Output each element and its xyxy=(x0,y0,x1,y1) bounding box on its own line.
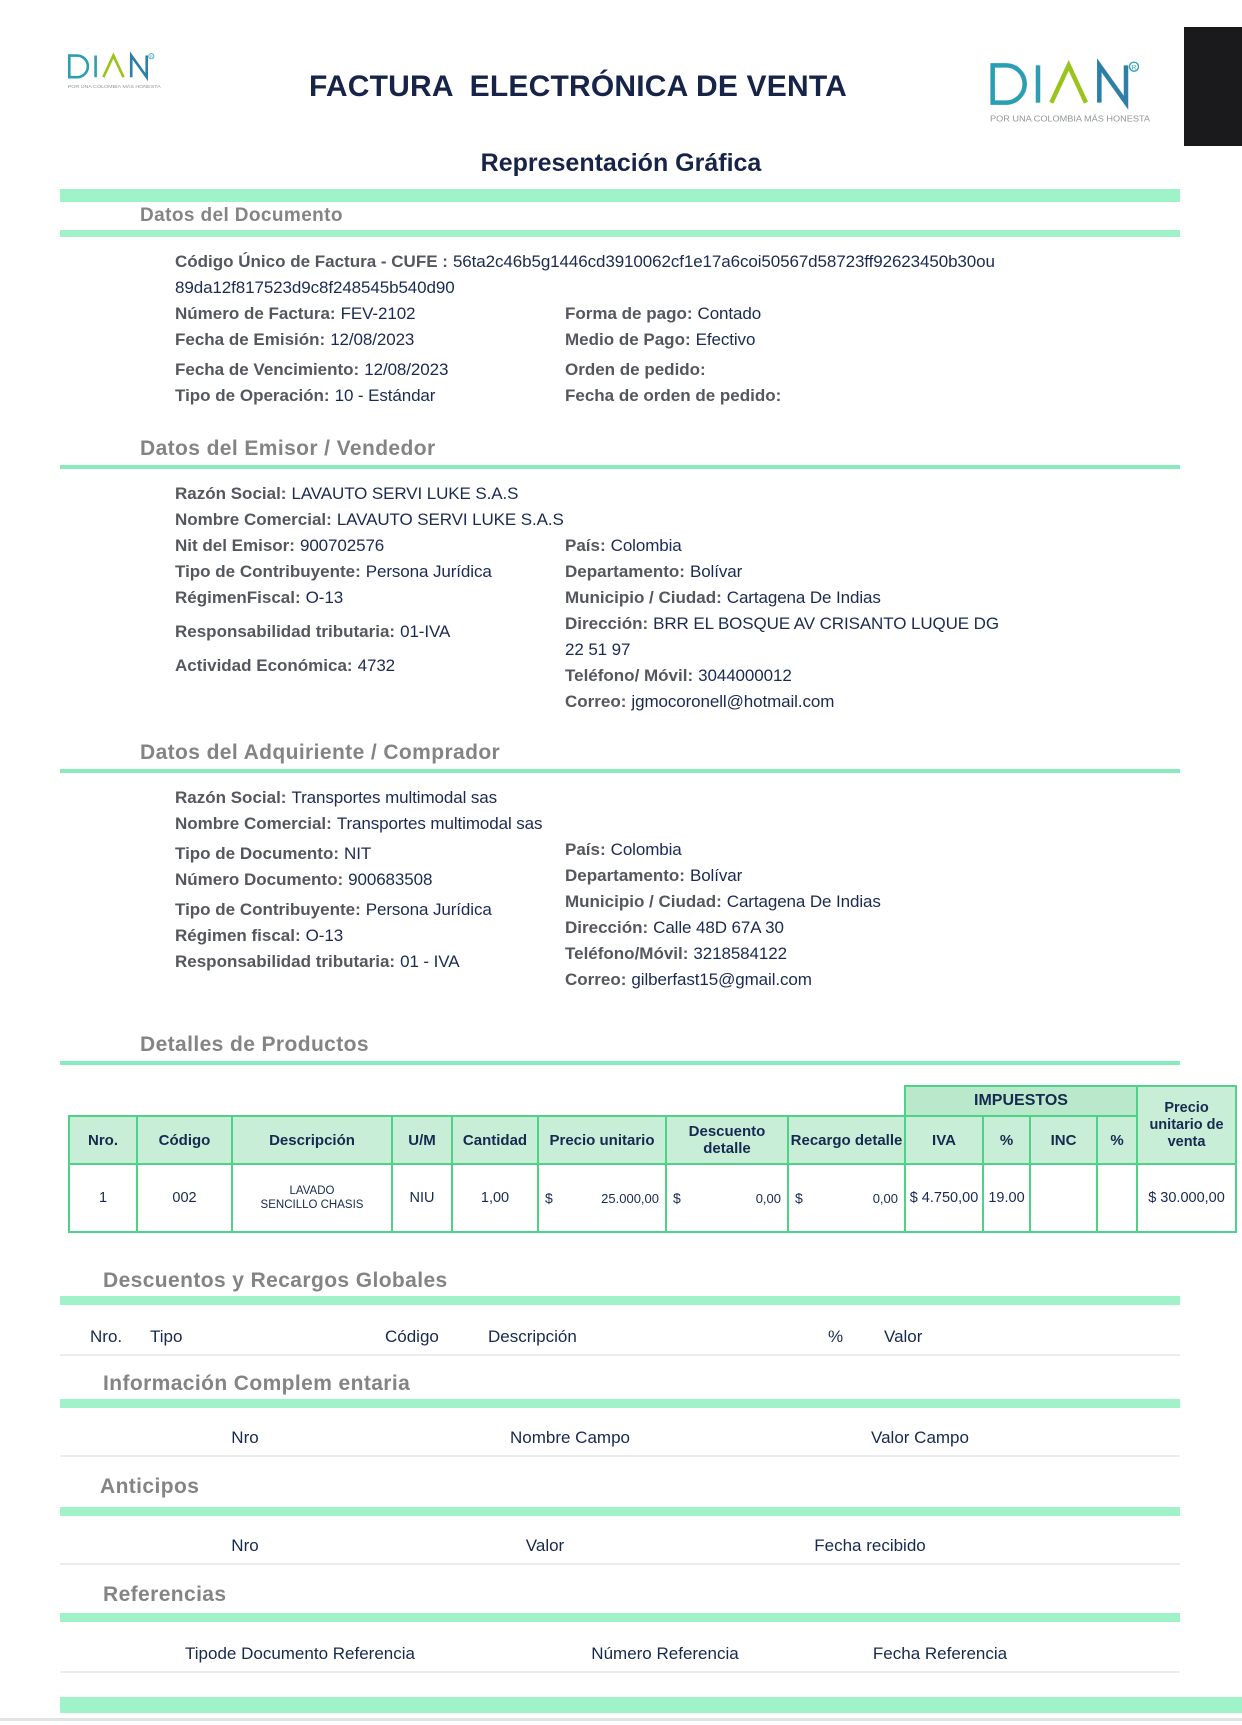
field-fecha-orden-pedido: Fecha de orden de pedido: xyxy=(565,386,782,405)
field-responsabilidad-tributaria: Responsabilidad tributaria: 01 - IVA xyxy=(175,952,460,971)
field-tipo-contribuyente: Tipo de Contribuyente: Persona Jurídica xyxy=(175,562,492,581)
svg-text:R: R xyxy=(149,53,153,59)
field-correo: Correo: gilberfast15@gmail.com xyxy=(565,970,812,989)
page-subtitle: Representación Gráfica xyxy=(480,149,762,177)
section-title-emisor: Datos del Emisor / Vendedor xyxy=(140,437,436,460)
col-header-valor: Valor xyxy=(884,1327,923,1346)
field-nombre-comercial: Nombre Comercial: LAVAUTO SERVI LUKE S.A.S xyxy=(175,510,564,529)
field-municipio: Municipio / Ciudad: Cartagena De Indias xyxy=(565,588,881,607)
informacion-header-row xyxy=(60,1428,1180,1448)
green-bar xyxy=(60,230,1180,237)
col-header-inc-pct: % xyxy=(1097,1116,1137,1164)
dian-logo-icon xyxy=(976,56,1184,128)
field-responsabilidad-tributaria: Responsabilidad tributaria: 01-IVA xyxy=(175,622,451,641)
green-bar xyxy=(60,1399,1180,1408)
divider xyxy=(0,1718,1242,1721)
logo-tagline: POR UNA COLOMBIA MÁS HONESTA xyxy=(67,84,149,90)
field-pais: País: Colombia xyxy=(565,536,682,555)
field-pais: País: Colombia xyxy=(565,840,682,859)
section-title-referencias: Referencias xyxy=(103,1583,227,1606)
logo-tagline: POR UNA COLOMBIA MÁS HONESTA xyxy=(990,114,1151,124)
dian-logo-left xyxy=(60,50,180,97)
cufe-line xyxy=(175,249,1242,275)
page-title: FACTURA ELECTRÓNICA DE VENTA xyxy=(308,70,848,103)
green-bar-footer xyxy=(60,1697,1242,1713)
green-underline xyxy=(60,1061,1180,1065)
table-spacer xyxy=(69,1086,905,1116)
field-actividad-economica: Actividad Económica: 4732 xyxy=(175,656,396,675)
cell-precio-venta: $ 30.000,00 xyxy=(1137,1164,1236,1232)
col-header-descuento: Descuento detalle xyxy=(666,1116,788,1164)
cell-codigo: 002 xyxy=(137,1164,232,1232)
field-regimen-fiscal: Régimen fiscal: O-13 xyxy=(175,926,344,945)
section-title-documento: Datos del Documento xyxy=(140,205,343,226)
emisor-columns xyxy=(175,481,1242,715)
col-header-precio-unitario: Precio unitario xyxy=(538,1116,666,1164)
col-header-codigo: Código xyxy=(385,1327,439,1346)
cell-descripcion: LAVADO SENCILLO CHASIS xyxy=(232,1164,392,1232)
dian-logo-icon xyxy=(60,50,180,92)
col-header-codigo: Código xyxy=(137,1116,232,1164)
field-departamento: Departamento: Bolívar xyxy=(565,866,743,885)
adquiriente-columns xyxy=(175,785,1242,993)
emisor-right xyxy=(565,481,1015,715)
field-tipo-documento: Tipo de Documento: NIT xyxy=(175,844,372,863)
col-header-nombre-campo: Nombre Campo xyxy=(510,1428,630,1447)
divider xyxy=(60,1354,1180,1356)
adquiriente-left xyxy=(175,785,565,993)
field-nombre-comercial: Nombre Comercial: Transportes multimodal sas xyxy=(175,814,543,833)
col-header-pct: % xyxy=(828,1327,844,1346)
cufe-block xyxy=(175,249,1242,301)
col-header-inc: INC xyxy=(1030,1116,1097,1164)
header xyxy=(60,50,1184,133)
field-departamento: Departamento: Bolívar xyxy=(565,562,743,581)
col-header-valor: Valor xyxy=(525,1536,565,1555)
cell-inc xyxy=(1030,1164,1097,1232)
anticipos-header-row xyxy=(60,1536,1180,1556)
field-numero-factura: Número de Factura: FEV-2102 xyxy=(175,304,416,323)
col-header-valor-campo: Valor Campo xyxy=(871,1428,969,1447)
cufe-label: Código Único de Factura - CUFE : xyxy=(175,252,448,271)
cufe-value: 56ta2c46b5g1446cd3910062cf1e17a6coi50567d58723ff92623450b30ou xyxy=(452,252,995,271)
field-telefono: Teléfono/Móvil: 3218584122 xyxy=(565,944,787,963)
col-header-fecha-recibido: Fecha recibido xyxy=(814,1536,926,1555)
field-nit-emisor: Nit del Emisor: 900702576 xyxy=(175,536,385,555)
field-telefono: Teléfono/ Móvil: 3044000012 xyxy=(565,666,792,685)
table-header-row xyxy=(69,1116,1236,1164)
field-forma-pago: Forma de pago: Contado xyxy=(565,304,762,323)
product-table xyxy=(68,1085,1237,1233)
col-header-numero-referencia: Número Referencia xyxy=(591,1644,739,1663)
svg-text:R: R xyxy=(1131,64,1137,72)
field-razon-social: Razón Social: Transportes multimodal sas xyxy=(175,788,498,807)
emisor-left xyxy=(175,481,565,715)
col-header-nro: Nro. xyxy=(90,1327,123,1346)
section-title-descuentos: Descuentos y Recargos Globales xyxy=(103,1269,448,1292)
section-title-productos: Detalles de Productos xyxy=(140,1033,369,1056)
col-header-tipo-doc-referencia: Tipode Documento Referencia xyxy=(185,1644,415,1663)
documento-right xyxy=(565,301,1015,409)
impuestos-header: IMPUESTOS xyxy=(905,1086,1137,1116)
dian-logo-right xyxy=(976,56,1184,133)
cell-iva-pct: 19.00 xyxy=(983,1164,1030,1232)
table-row xyxy=(69,1164,1236,1232)
green-bar xyxy=(60,189,1180,202)
green-bar xyxy=(60,1296,1180,1305)
field-fecha-emision: Fecha de Emisión: 12/08/2023 xyxy=(175,330,415,349)
field-regimen-fiscal: RégimenFiscal: O-13 xyxy=(175,588,344,607)
divider xyxy=(60,1455,1180,1457)
col-header-iva: IVA xyxy=(905,1116,983,1164)
adquiriente-right xyxy=(565,785,1015,993)
section-title-adquiriente: Datos del Adquiriente / Comprador xyxy=(140,741,501,764)
green-underline xyxy=(60,465,1180,469)
green-bar xyxy=(60,1613,1180,1622)
field-orden-pedido: Orden de pedido: xyxy=(565,360,706,379)
cell-cantidad: 1,00 xyxy=(452,1164,538,1232)
col-header-nro: Nro xyxy=(231,1428,259,1447)
col-header-fecha-referencia: Fecha Referencia xyxy=(872,1644,1008,1663)
field-numero-documento: Número Documento: 900683508 xyxy=(175,870,433,889)
col-header-descripcion: Descripción xyxy=(232,1116,392,1164)
cell-iva: $ 4.750,00 xyxy=(905,1164,983,1232)
col-header-nro: Nro. xyxy=(69,1116,137,1164)
field-municipio: Municipio / Ciudad: Cartagena De Indias xyxy=(565,892,881,911)
col-header-iva-pct: % xyxy=(983,1116,1030,1164)
field-tipo-operacion: Tipo de Operación: 10 - Estándar xyxy=(175,386,436,405)
col-header-nro: Nro xyxy=(231,1536,259,1555)
col-header-descripcion: Descripción xyxy=(488,1327,577,1346)
field-fecha-vencimiento: Fecha de Vencimiento: 12/08/2023 xyxy=(175,360,449,379)
documento-left xyxy=(175,301,565,409)
section-title-anticipos: Anticipos xyxy=(100,1475,200,1498)
cell-precio-unitario: $ 25.000,00 xyxy=(538,1164,666,1232)
divider xyxy=(60,1671,1180,1673)
cell-um: NIU xyxy=(392,1164,452,1232)
col-header-recargo: Recargo detalle xyxy=(788,1116,905,1164)
cell-inc-pct xyxy=(1097,1164,1137,1232)
field-direccion: Dirección: BRR EL BOSQUE AV CRISANTO LUQUE DG 22 51 97 xyxy=(565,614,999,659)
table-impuestos-row xyxy=(69,1086,1236,1116)
divider xyxy=(60,1563,1180,1565)
green-underline xyxy=(60,769,1180,773)
field-correo: Correo: jgmocoronell@hotmail.com xyxy=(565,692,835,711)
cufe-value-2: 89da12f817523d9c8f248545b540d90 xyxy=(175,278,455,297)
section-title-informacion: Información Complem entaria xyxy=(103,1372,411,1395)
scan-dark-edge xyxy=(1184,27,1242,146)
cell-nro: 1 xyxy=(69,1164,137,1232)
col-header-cantidad: Cantidad xyxy=(452,1116,538,1164)
field-direccion: Dirección: Calle 48D 67A 30 xyxy=(565,918,784,937)
field-medio-pago: Medio de Pago: Efectivo xyxy=(565,330,756,349)
col-header-tipo: Tipo xyxy=(150,1327,183,1346)
field-tipo-contribuyente: Tipo de Contribuyente: Persona Jurídica xyxy=(175,900,492,919)
col-header-precio-venta: Precio unitario de venta xyxy=(1137,1086,1236,1164)
field-razon-social: Razón Social: LAVAUTO SERVI LUKE S.A.S xyxy=(175,484,519,503)
col-header-um: U/M xyxy=(392,1116,452,1164)
documento-columns xyxy=(175,301,1242,409)
cell-descuento: $ 0,00 xyxy=(666,1164,788,1232)
green-bar xyxy=(60,1507,1180,1516)
descuentos-header-row xyxy=(90,1327,1242,1347)
referencias-header-row xyxy=(60,1644,1180,1664)
cell-recargo: $ 0,00 xyxy=(788,1164,905,1232)
